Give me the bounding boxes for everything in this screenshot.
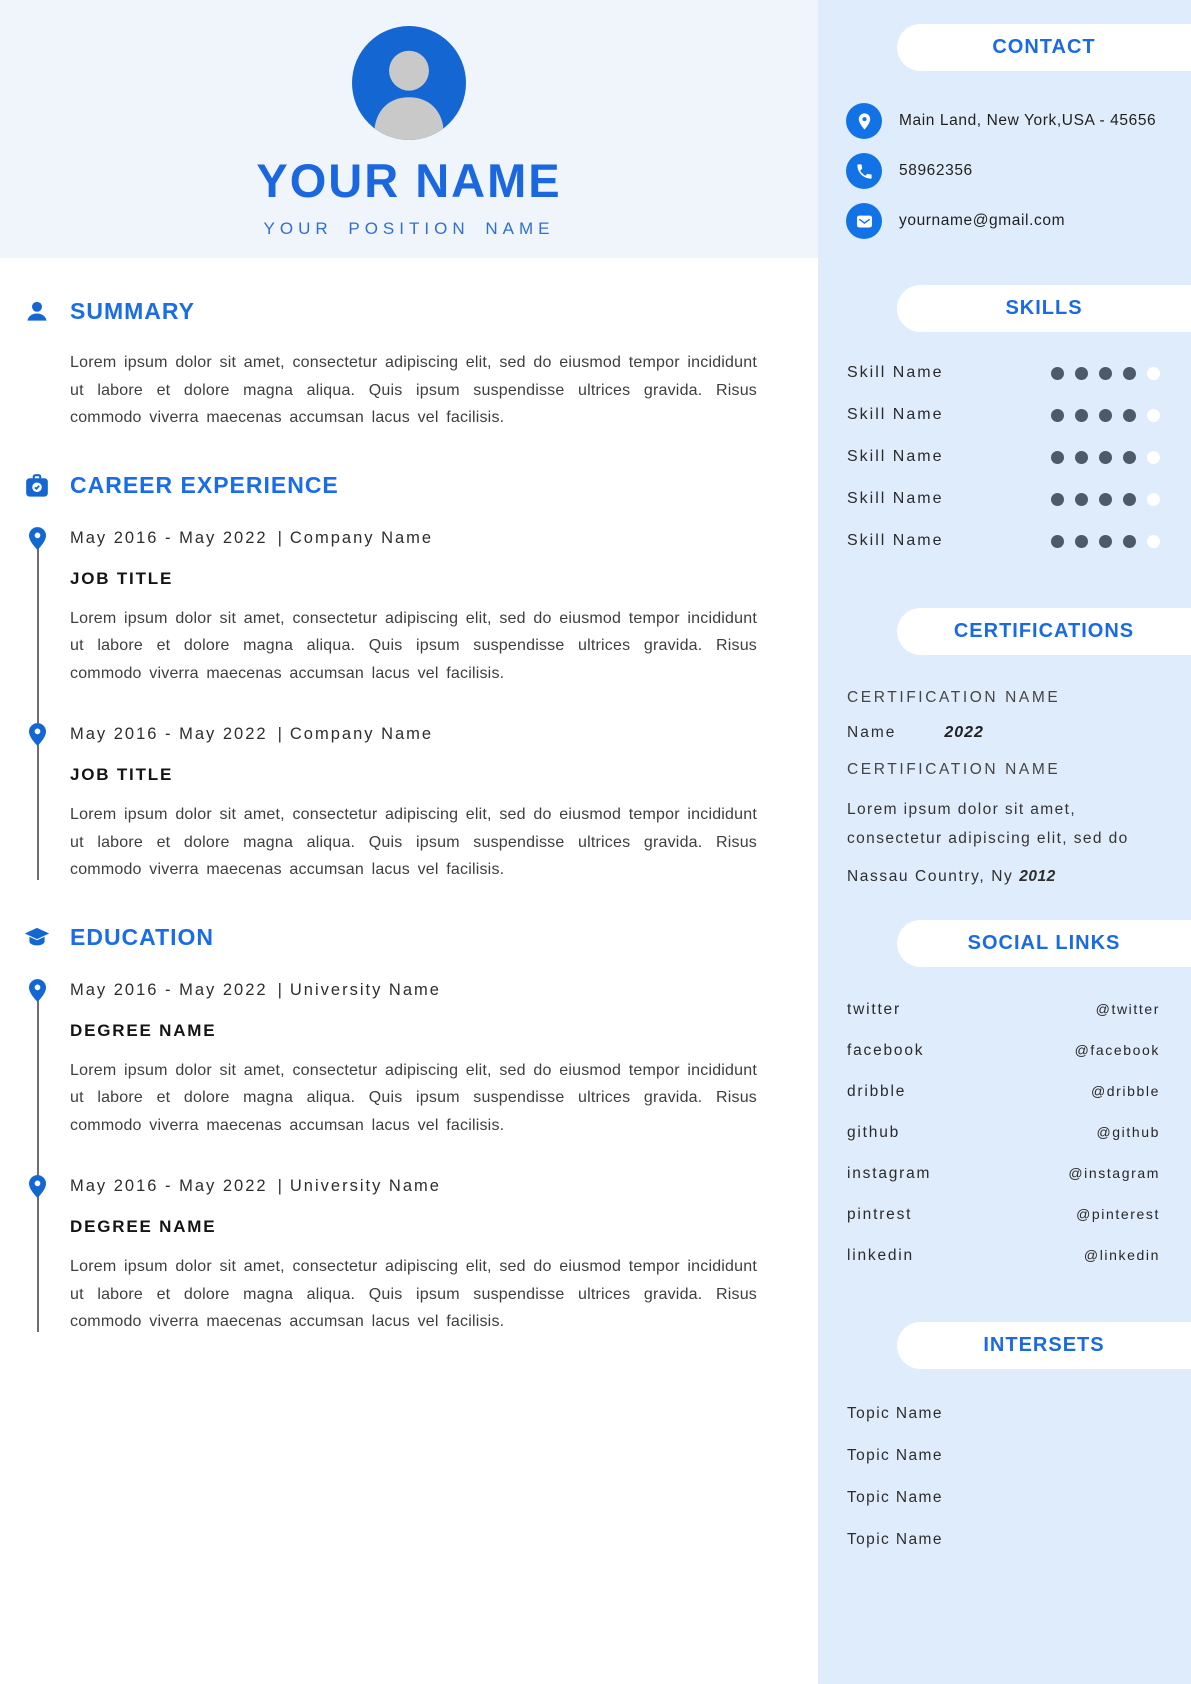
certifications-title: CERTIFICATIONS — [953, 620, 1135, 642]
briefcase-icon — [24, 473, 50, 499]
entry-org: Company Name — [289, 725, 434, 744]
section-summary — [70, 298, 757, 432]
certification-label: CERTIFICATION NAME — [847, 689, 1061, 706]
skill-dot-empty — [1147, 451, 1160, 464]
social-links-title: SOCIAL LINKS — [967, 932, 1121, 955]
skill-name: Skill Name — [847, 406, 944, 423]
sidebar — [818, 0, 1191, 1684]
skill-dot-filled — [1099, 451, 1112, 464]
entry-role: JOB TITLE — [70, 765, 174, 785]
social-row-pintrest — [847, 1206, 1160, 1224]
contact-phone: 58962356 — [899, 162, 973, 179]
skill-dot-filled — [1123, 367, 1136, 380]
contact-row-email — [846, 203, 1161, 239]
contact-list — [846, 103, 1161, 253]
certifications-block — [847, 689, 1160, 886]
skill-dot-filled — [1075, 409, 1088, 422]
social-name: twitter — [847, 1001, 901, 1019]
social-row-instagram — [847, 1165, 1160, 1183]
entry-body: Lorem ipsum dolor sit amet, consectetur adipiscing elit, sed do eiusmod tempor incididunt ut labore et dolore magna aliqua. Quis ipsum suspendisse ultrices gravida. Risus commodo viverra maecenas accumsan lacus vel facilisis. — [70, 609, 758, 682]
certification-name-year — [847, 724, 1160, 742]
skills-section-pill — [897, 285, 1191, 332]
summary-title: SUMMARY — [70, 298, 195, 324]
career-timeline — [70, 529, 757, 884]
education-entry — [70, 1177, 757, 1336]
entry-role: DEGREE NAME — [70, 1020, 217, 1040]
social-handle: @github — [1096, 1124, 1160, 1141]
social-row-twitter — [847, 1001, 1160, 1019]
skill-row — [847, 448, 1160, 466]
certifications-section-pill — [897, 608, 1191, 655]
social-links-list — [847, 1001, 1160, 1288]
skills-list — [847, 364, 1160, 574]
skill-dot-filled — [1123, 493, 1136, 506]
skill-dot-filled — [1075, 535, 1088, 548]
skill-name: Skill Name — [847, 448, 944, 465]
skill-dot-filled — [1099, 367, 1112, 380]
entry-separator: | — [277, 528, 284, 547]
contact-email: yourname@gmail.com — [899, 212, 1066, 229]
skill-dot-filled — [1051, 451, 1064, 464]
education-timeline — [70, 981, 757, 1336]
timeline-pin-icon — [29, 979, 46, 1002]
entry-meta — [70, 1177, 757, 1196]
social-name: linkedin — [847, 1247, 914, 1265]
header — [0, 0, 818, 258]
entry-role: JOB TITLE — [70, 568, 174, 588]
interest-topic: Topic Name — [847, 1447, 943, 1465]
summary-body: Lorem ipsum dolor sit amet, consectetur adipiscing elit, sed do eiusmod tempor incididunt ut labore et dolore magna aliqua. Quis ipsum suspendisse ultrices gravida. Risus commodo viverra maecenas accumsan lacus vel facilisis. — [70, 354, 758, 427]
entry-meta — [70, 981, 757, 1000]
skill-dot-filled — [1075, 451, 1088, 464]
timeline-pin-icon — [29, 723, 46, 746]
certification-name: Name — [847, 724, 897, 741]
skill-dot-filled — [1051, 409, 1064, 422]
interest-topic: Topic Name — [847, 1489, 943, 1507]
email-icon — [846, 203, 882, 239]
skill-row — [847, 364, 1160, 382]
contact-row-address — [846, 103, 1161, 139]
entry-org: University Name — [289, 980, 441, 999]
skill-name: Skill Name — [847, 364, 944, 381]
skill-name: Skill Name — [847, 490, 944, 507]
certification-location — [847, 868, 1160, 886]
education-entry — [70, 981, 757, 1140]
skill-dot-filled — [1123, 451, 1136, 464]
main-content — [0, 258, 818, 1336]
skill-dot-empty — [1147, 535, 1160, 548]
social-handle: @linkedin — [1083, 1247, 1160, 1264]
skill-dot-empty — [1147, 493, 1160, 506]
entry-dates: May 2016 - May 2022 — [70, 528, 268, 547]
avatar-person-icon — [352, 26, 466, 140]
skill-level-dots — [1051, 451, 1160, 464]
skill-row — [847, 406, 1160, 424]
section-education — [70, 924, 757, 1336]
entry-body: Lorem ipsum dolor sit amet, consectetur adipiscing elit, sed do eiusmod tempor incididunt ut labore et dolore magna aliqua. Quis ipsum suspendisse ultrices gravida. Risus commodo viverra maecenas accumsan lacus vel facilisis. — [70, 806, 758, 879]
interest-topic: Topic Name — [847, 1405, 943, 1423]
entry-meta — [70, 529, 757, 548]
interests-title: INTERSETS — [983, 1334, 1105, 1357]
social-handle: @twitter — [1095, 1001, 1160, 1018]
skill-dot-filled — [1123, 409, 1136, 422]
user-icon — [24, 299, 50, 325]
skills-title: SKILLS — [1005, 297, 1083, 319]
contact-section-pill — [897, 24, 1191, 71]
certification-label: CERTIFICATION NAME — [847, 761, 1061, 778]
skill-dot-filled — [1051, 493, 1064, 506]
skill-dot-filled — [1075, 367, 1088, 380]
timeline-pin-icon — [29, 1175, 46, 1198]
social-name: pintrest — [847, 1206, 913, 1224]
avatar — [352, 26, 466, 140]
timeline-pin-icon — [29, 527, 46, 550]
skill-dot-filled — [1123, 535, 1136, 548]
skill-dot-filled — [1051, 535, 1064, 548]
career-entry — [70, 529, 757, 688]
skill-dot-filled — [1099, 493, 1112, 506]
education-title: EDUCATION — [70, 923, 215, 950]
entry-org: University Name — [289, 1177, 441, 1196]
graduation-cap-icon — [24, 925, 50, 951]
interests-section-pill — [897, 1322, 1191, 1369]
entry-dates: May 2016 - May 2022 — [70, 1177, 268, 1196]
skill-dot-empty — [1147, 409, 1160, 422]
skill-dot-filled — [1075, 493, 1088, 506]
skill-level-dots — [1051, 493, 1160, 506]
skill-row — [847, 490, 1160, 508]
social-links-section-pill — [897, 920, 1191, 967]
certification-location-year: 2012 — [1019, 868, 1056, 886]
social-name: facebook — [847, 1042, 925, 1060]
skill-name: Skill Name — [847, 532, 944, 549]
skill-dot-filled — [1099, 409, 1112, 422]
skill-dot-empty — [1147, 367, 1160, 380]
social-row-facebook — [847, 1042, 1160, 1060]
section-career — [70, 472, 757, 884]
entry-role: DEGREE NAME — [70, 1217, 217, 1237]
entry-body: Lorem ipsum dolor sit amet, consectetur adipiscing elit, sed do eiusmod tempor incididunt ut labore et dolore magna aliqua. Quis ipsum suspendisse ultrices gravida. Risus commodo viverra maecenas accumsan lacus vel facilisis. — [70, 1061, 758, 1134]
social-handle: @instagram — [1068, 1165, 1160, 1182]
phone-icon — [846, 153, 882, 189]
career-entry — [70, 725, 757, 884]
entry-meta — [70, 725, 757, 744]
skill-level-dots — [1051, 409, 1160, 422]
person-position: YOUR POSITION NAME — [263, 219, 555, 238]
career-title: CAREER EXPERIENCE — [70, 471, 339, 498]
contact-address: Main Land, New York,USA - 45656 — [899, 112, 1157, 129]
social-row-github — [847, 1124, 1160, 1142]
entry-dates: May 2016 - May 2022 — [70, 980, 268, 999]
social-row-dribble — [847, 1083, 1160, 1101]
social-handle: @pinterest — [1076, 1206, 1160, 1223]
social-handle: @dribble — [1090, 1083, 1160, 1100]
interest-topic: Topic Name — [847, 1531, 943, 1549]
entry-org: Company Name — [289, 528, 434, 547]
skill-dot-filled — [1099, 535, 1112, 548]
location-pin-icon — [846, 103, 882, 139]
social-name: dribble — [847, 1083, 907, 1101]
skill-level-dots — [1051, 535, 1160, 548]
contact-title: CONTACT — [992, 36, 1096, 58]
person-name: YOUR NAME — [256, 154, 562, 207]
social-handle: @facebook — [1074, 1042, 1160, 1059]
entry-body: Lorem ipsum dolor sit amet, consectetur adipiscing elit, sed do eiusmod tempor incididunt ut labore et dolore magna aliqua. Quis ipsum suspendisse ultrices gravida. Risus commodo viverra maecenas accumsan lacus vel facilisis. — [70, 1258, 758, 1331]
skill-level-dots — [1051, 367, 1160, 380]
entry-dates: May 2016 - May 2022 — [70, 725, 268, 744]
skill-row — [847, 532, 1160, 550]
interests-list — [847, 1405, 1160, 1573]
certification-location-text: Nassau Country, Ny — [847, 868, 1014, 886]
contact-row-phone — [846, 153, 1161, 189]
social-name: github — [847, 1124, 901, 1142]
social-name: instagram — [847, 1165, 932, 1183]
skill-dot-filled — [1051, 367, 1064, 380]
certification-body: Lorem ipsum dolor sit amet, consectetur adipiscing elit, sed do — [847, 801, 1129, 847]
certification-year: 2022 — [944, 724, 984, 741]
entry-separator: | — [277, 1177, 284, 1196]
entry-separator: | — [277, 725, 284, 744]
social-row-linkedin — [847, 1247, 1160, 1265]
entry-separator: | — [277, 980, 284, 999]
